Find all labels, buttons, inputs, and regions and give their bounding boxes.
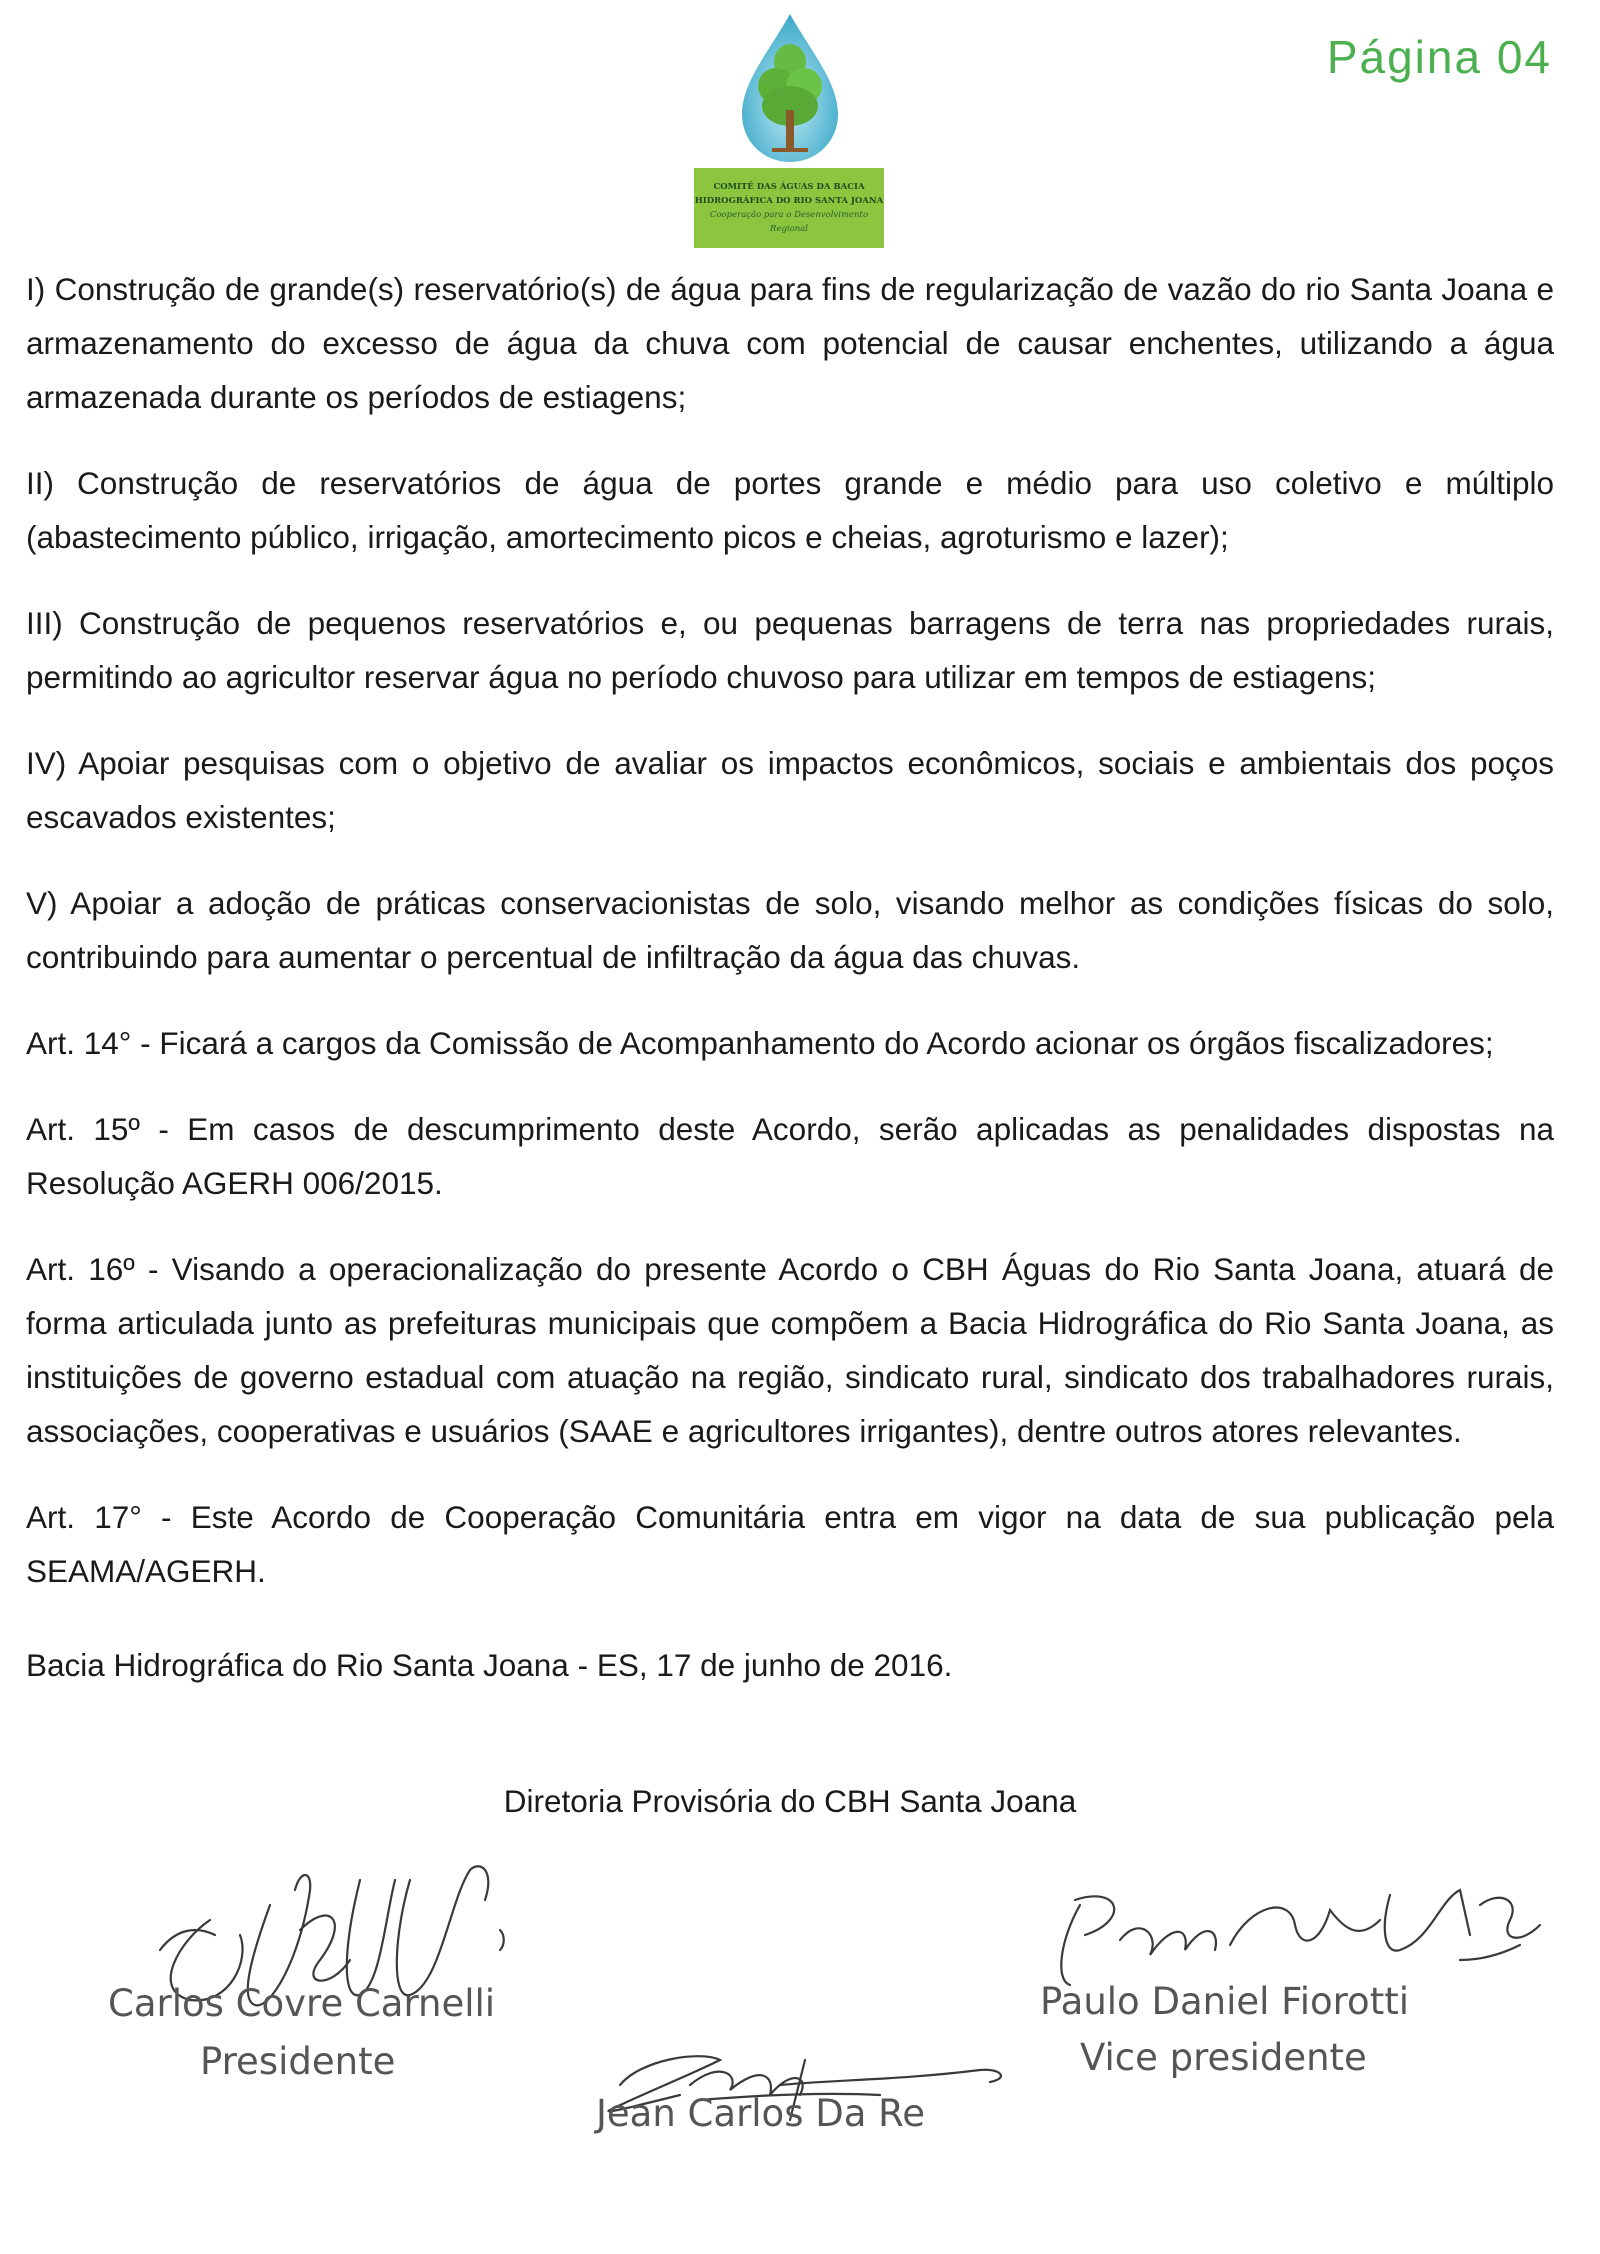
paragraph-item-ii: II) Construção de reservatórios de água de portes grande e médio para uso coletivo e múltiplo (abastecimento público, irrigação, amortecimento picos e cheias, agroturismo e lazer); (26, 465, 1554, 555)
paragraph-art-17: Art. 17° - Este Acordo de Cooperação Comunitária entra em vigor na data de sua publicação pela SEAMA/AGERH. (26, 1499, 1554, 1589)
logo-text-line3: Cooperação para o Desenvolvimento Regional (709, 210, 869, 234)
paragraph-item-v: V) Apoiar a adoção de práticas conservacionistas de solo, visando melhor as condições físicas do solo, contribuindo para aumentar o percentual de infiltração da água das chuvas. (26, 885, 1554, 975)
paragraph-art-14: Art. 14° - Ficará a cargos da Comissão de Acompanhamento do Acordo acionar os órgãos fiscalizadores; (26, 1025, 1494, 1061)
page-number: Página 04 (1326, 31, 1552, 83)
paragraph-item-i: I) Construção de grande(s) reservatório(s) de água para fins de regularização de vazão do rio Santa Joana e armazenamento do excesso de água da chuva com potencial de causar enchentes, utilizando a água armazenada durante os períodos de estiagens; (26, 271, 1554, 415)
logo-text-line2: HIDROGRÁFICA DO RIO SANTA JOANA (694, 196, 884, 206)
board-title: Diretoria Provisória do CBH Santa Joana (503, 1783, 1077, 1819)
logo-text-line1: COMITÊ DAS ÁGUAS DA BACIA (713, 182, 865, 192)
signer-name-president: Carlos Covre Carnelli (108, 1982, 496, 2025)
paragraph-item-iii: III) Construção de pequenos reservatórios e, ou pequenas barragens de terra nas propriedades rurais, permitindo ao agricultor reservar água no período chuvoso para utilizar em tempos de estiagens; (26, 605, 1554, 695)
signer-name-vice-president: Paulo Daniel Fiorotti (1040, 1980, 1409, 2023)
signer-role-president: Presidente (200, 2040, 396, 2083)
paragraph-art-16: Art. 16º - Visando a operacionalização do presente Acordo o CBH Águas do Rio Santa Joana, atuará de forma articulada junto as prefeituras municipais que compõem a Bacia Hidrográfica do Rio Santa Joana, as instituições de governo estadual com atuação na região, sindicato rural, sindicato dos trabalhadores rurais, associações, cooperativas e usuários (SAAE e agricultores irrigantes), dentre outros atores relevantes. (26, 1251, 1554, 1449)
place-and-date: Bacia Hidrográfica do Rio Santa Joana - ES, 17 de junho de 2016. (26, 1647, 953, 1683)
paragraph-item-iv: IV) Apoiar pesquisas com o objetivo de avaliar os impactos econômicos, sociais e ambientais dos poços escavados existentes; (26, 745, 1554, 835)
signer-name-member: Jean Carlos Da Re (596, 2092, 925, 2135)
paragraph-art-15: Art. 15º - Em casos de descumprimento deste Acordo, serão aplicadas as penalidades dispostas na Resolução AGERH 006/2015. (26, 1111, 1554, 1201)
signer-role-vice-president: Vice presidente (1080, 2036, 1367, 2079)
